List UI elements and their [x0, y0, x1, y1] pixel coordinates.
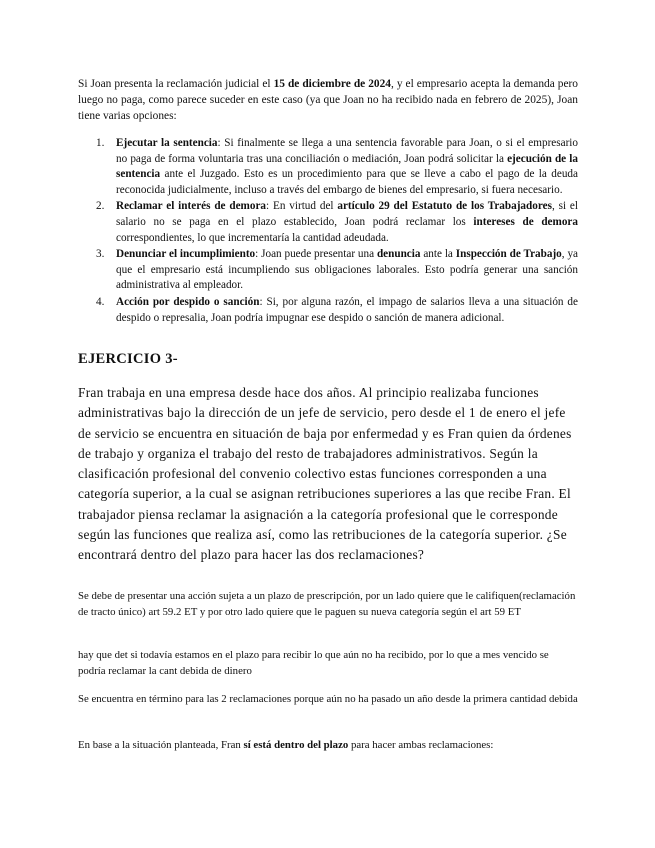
intro-text-1: Si Joan presenta la reclamación judicial el [78, 78, 274, 90]
intro-paragraph [78, 76, 578, 125]
list-item-text: : En virtud del [266, 200, 338, 213]
exercise-statement: Fran trabaja en una empresa desde hace dos años. Al principio realizaba funciones administrativas bajo la dirección de un jefe de servicio, pero desde el 1 de enero el jefe de servicio se encuentra en situación de baja por enfermedad y es Fran quien da órdenes de trabajo y organiza el trabajo del resto de trabajadores administrativos. Según la clasificación profesional del convenio colectivo estas funciones corresponden a una categoría superior, a la cual se asignan retribuciones superiores a las que recibe Fran. El trabajador piensa reclamar la asignación a la categoría profesional que le corresponde según las funciones que realiza así, como las retribuciones de la categoría superior. ¿Se encontrará dentro del plazo para hacer las dos reclamaciones? [78, 385, 572, 563]
list-item-text: , ya que el empresario está incumpliendo sus obligaciones laborales. Esto podría generar una sanción administrativa al empleador. [116, 248, 578, 292]
list-item-text: ante la [420, 248, 456, 261]
list-item-title: Acción por despido o sanción [116, 295, 260, 308]
list-item-emphasis: Inspección de Trabajo [455, 248, 562, 261]
answer-paragraph-4 [78, 737, 578, 753]
list-number: 2. [96, 200, 105, 213]
list-number: 1. [96, 137, 105, 149]
answer-emphasis: sí está dentro del plazo [243, 739, 349, 751]
list-item-text: , si el salario no se paga en el plazo establecido, Joan podrá reclamar los [116, 200, 578, 228]
list-number: 4. [96, 295, 105, 308]
list-item-text: : Si finalmente se llega a una sentencia favorable para Joan, o si el empresario no paga de forma voluntaria tras una conciliación o mediación, Joan podrá solicitar la [116, 137, 579, 165]
answer-paragraph-1: Se debe de presentar una acción sujeta a un plazo de prescripción, por un lado quiere que le califiquen(reclamación de tracto único) art 59.2 ET y por otro lado quiere que le paguen su nueva categoría según el art 59 ET [78, 590, 576, 618]
list-item-text: correspondientes, lo que incrementaría la cantidad adeudada. [116, 231, 389, 244]
answer-paragraph-2: hay que det si todavía estamos en el plazo para recibir lo que aún no ha recibido, por lo que a mes vencido se podría reclamar la cant debida de dinero [78, 649, 549, 677]
answer-text: En base a la situación planteada, Fran [78, 739, 244, 751]
list-item-title: Reclamar el interés de demora [116, 200, 267, 213]
answer-paragraph-3: Se encuentra en término para las 2 reclamaciones porque aún no ha pasado un año desde la primera cantidad debida [78, 693, 578, 705]
list-item-text: ante el Juzgado. Esto es un procedimiento para que se lleve a cabo el pago de la deuda reconocida judicialmente, incluso a través del embargo de bienes del empresario, si fuera necesario. [116, 168, 578, 196]
list-item [78, 247, 578, 294]
list-item-emphasis: ejecución de la sentencia [116, 152, 578, 181]
list-item-title: Ejecutar la sentencia [116, 137, 218, 149]
options-list [78, 136, 578, 327]
intro-date: 15 de diciembre de 2024 [273, 78, 392, 90]
list-item-emphasis: artículo 29 del Estatuto de los Trabajadores [337, 200, 552, 213]
list-item [78, 136, 578, 198]
list-item-text: : Joan puede presentar una [255, 248, 377, 261]
list-number: 3. [96, 248, 105, 261]
list-item-emphasis: intereses de demora [473, 215, 578, 228]
list-item-emphasis: denuncia [376, 248, 421, 261]
answer-text: para hacer ambas reclamaciones: [348, 739, 494, 751]
list-item [78, 295, 578, 326]
list-item-text: : Si, por alguna razón, el impago de salarios lleva a una situación de despido o represalia, Joan podría impugnar ese despido o sanción de manera adicional. [116, 295, 578, 324]
list-item-title: Denunciar el incumplimiento [116, 248, 256, 261]
list-item [78, 199, 578, 246]
intro-text-2: , y el empresario acepta la demanda pero luego no paga, como parece suceder en este caso (ya que Joan no ha recibido nada en febrero de 2025), Joan tiene varias opciones: [78, 78, 579, 123]
exercise-heading: EJERCICIO 3- [78, 351, 178, 367]
